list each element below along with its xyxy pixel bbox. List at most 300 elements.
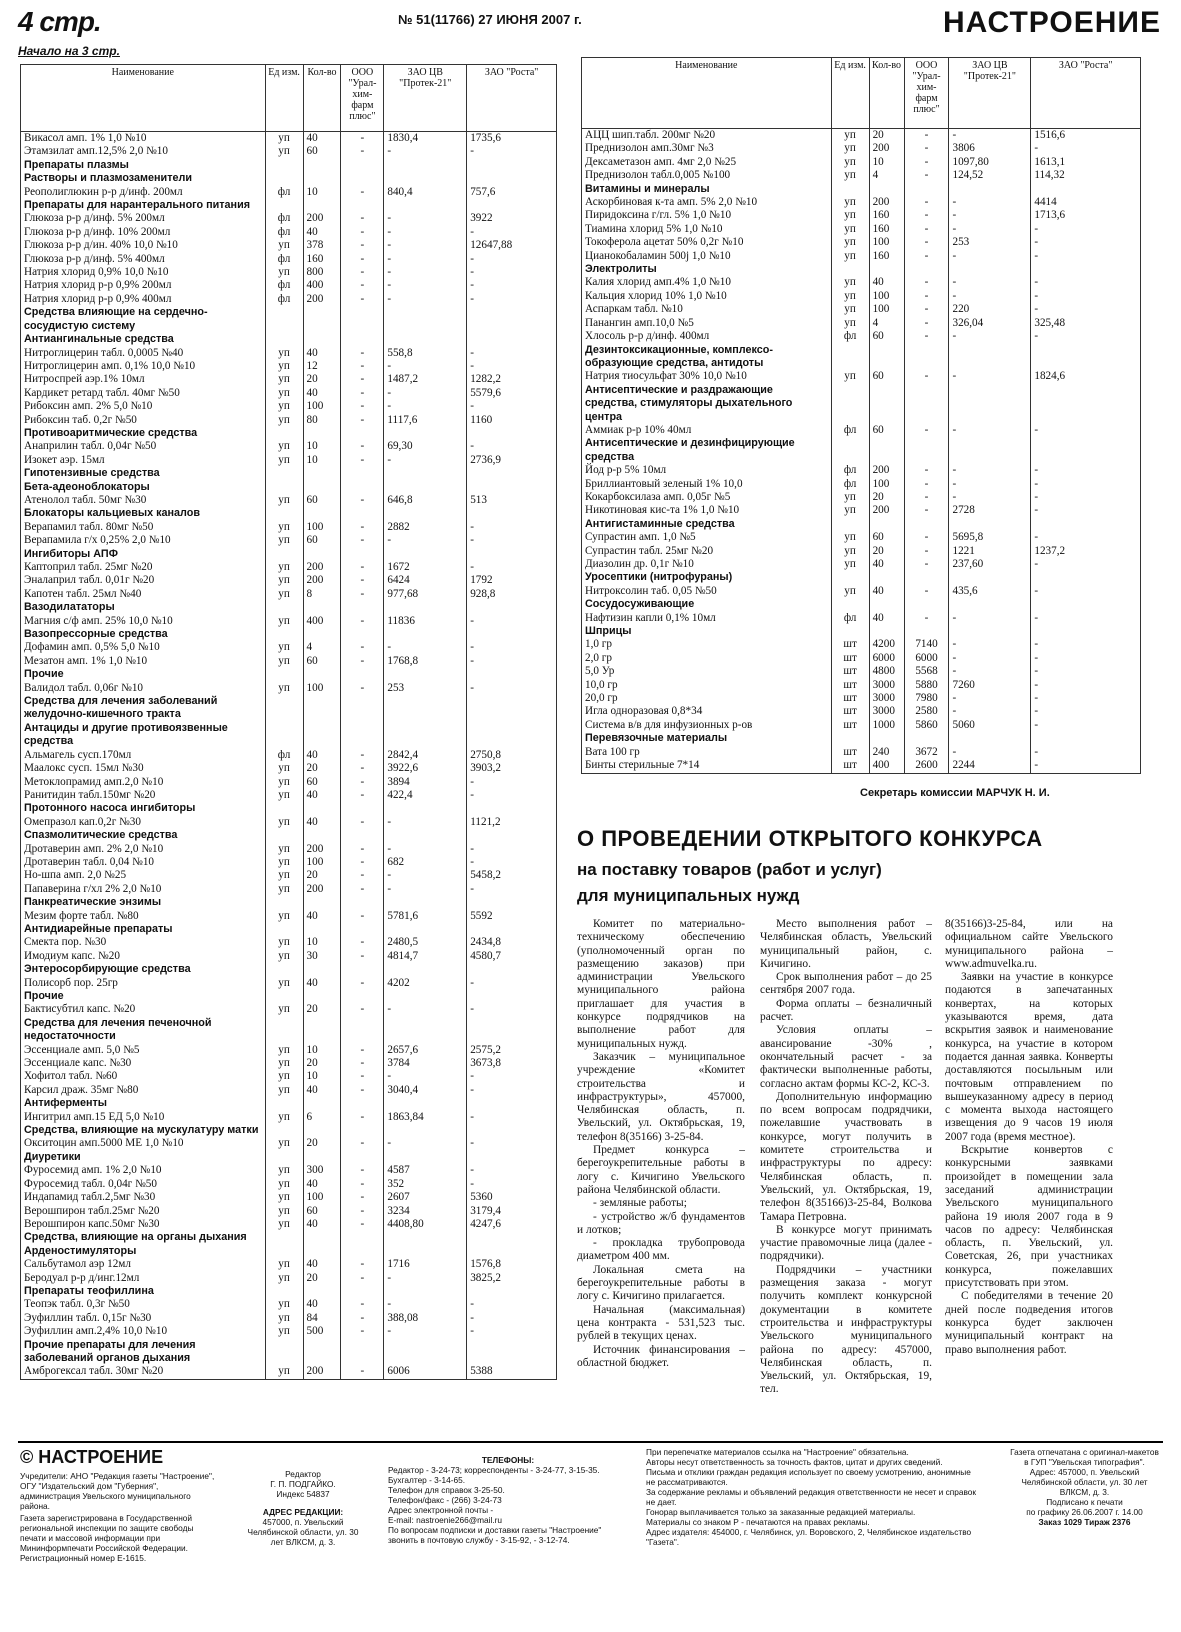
section-title: Препараты теофиллина <box>21 1285 266 1298</box>
unit: уп <box>831 276 869 289</box>
empty-cell <box>1031 732 1141 745</box>
unit: уп <box>265 910 303 923</box>
empty-cell <box>341 1017 384 1044</box>
table-row <box>21 212 557 225</box>
table-row <box>582 491 1141 504</box>
price-rosta: 2575,2 <box>467 1044 557 1057</box>
unit: уп <box>265 816 303 829</box>
col-protek: ЗАО ЦВ "Протек-21" <box>384 65 467 132</box>
item-name: Глюкоза р-р д/инф. 5% 200мл <box>21 212 266 225</box>
unit: уп <box>265 561 303 574</box>
empty-cell <box>341 601 384 614</box>
unit: уп <box>265 977 303 990</box>
quantity: 20 <box>869 129 904 143</box>
price-protek: 11836 <box>384 615 467 628</box>
price-uralhim: - <box>341 682 384 695</box>
empty-cell <box>303 199 341 212</box>
article-paragraph: 8(35166)3-25-84, или на официальном сайте Увельского муниципального района – www.admuvelka.ru. <box>945 918 1113 970</box>
empty-cell <box>265 159 303 172</box>
editor-name: Г. П. ПОДГАЙКО. <box>270 1479 336 1489</box>
article-column-1 <box>577 918 745 1370</box>
quantity: 60 <box>303 494 341 507</box>
price-protek: - <box>949 276 1031 289</box>
quantity: 40 <box>303 226 341 239</box>
price-protek: - <box>384 1137 467 1150</box>
quantity: 200 <box>303 212 341 225</box>
col-uralhim: ООО "Урал-хим-фарм плюс" <box>904 58 949 129</box>
empty-cell <box>467 1124 557 1137</box>
price-uralhim: - <box>904 317 949 330</box>
empty-cell <box>384 802 467 815</box>
quantity: 200 <box>869 142 904 155</box>
section-title: Панкреатические энзимы <box>21 896 266 909</box>
item-name: Эуфиллин амп.2,4% 10,0 №10 <box>21 1325 266 1338</box>
unit: уп <box>265 1057 303 1070</box>
price-rosta: - <box>467 615 557 628</box>
empty-cell <box>869 437 904 464</box>
unit: уп <box>265 588 303 601</box>
table-row <box>21 454 557 467</box>
quantity: 3000 <box>869 679 904 692</box>
price-rosta: 1824,6 <box>1031 370 1141 383</box>
empty-cell <box>303 923 341 936</box>
price-rosta: - <box>467 1084 557 1097</box>
price-uralhim: - <box>341 253 384 266</box>
section-title: Средства для лечения заболеваний желудочно-кишечного тракта <box>21 695 266 722</box>
empty-cell <box>265 695 303 722</box>
item-name: Вата 100 гр <box>582 746 832 759</box>
price-protek: - <box>384 145 467 158</box>
price-uralhim: - <box>341 414 384 427</box>
price-protek: 646,8 <box>384 494 467 507</box>
note-line: Письма и отклики граждан редакция использует по своему усмотрению, анонимные не рассматриваются. <box>646 1467 971 1487</box>
empty-cell <box>949 183 1031 196</box>
price-protek: - <box>384 1003 467 1016</box>
unit: уп <box>265 347 303 360</box>
price-rosta: - <box>467 856 557 869</box>
price-uralhim: - <box>341 1084 384 1097</box>
empty-cell <box>467 896 557 909</box>
price-uralhim: - <box>341 883 384 896</box>
empty-cell <box>384 481 467 494</box>
empty-cell <box>831 183 869 196</box>
price-uralhim: - <box>904 504 949 517</box>
phone-line: Редактор - 3-24-73; корреспонденты - 3-24-77, 3-15-35. <box>388 1465 600 1475</box>
section-title: Вазопрессорные средства <box>21 628 266 641</box>
price-rosta: - <box>467 347 557 360</box>
section-row <box>21 1097 557 1110</box>
item-name: Натрия тиосульфат 30% 10,0 №10 <box>582 370 832 383</box>
quantity: 500 <box>303 1325 341 1338</box>
price-protek: 422,4 <box>384 789 467 802</box>
quantity: 40 <box>303 749 341 762</box>
item-name: Сальбутамол аэр 12мл <box>21 1258 266 1271</box>
price-rosta: - <box>467 226 557 239</box>
unit: уп <box>831 504 869 517</box>
table-row <box>21 749 557 762</box>
price-protek: 4587 <box>384 1164 467 1177</box>
quantity: 12 <box>303 360 341 373</box>
empty-cell <box>384 601 467 614</box>
price-rosta: 5360 <box>467 1191 557 1204</box>
quantity: 300 <box>303 1164 341 1177</box>
price-protek: - <box>384 816 467 829</box>
item-name: АЦЦ шип.табл. 200мг №20 <box>582 129 832 143</box>
empty-cell <box>384 963 467 976</box>
table-row <box>582 478 1141 491</box>
empty-cell <box>904 571 949 584</box>
price-protek: - <box>384 266 467 279</box>
item-name: Реополиглюкин р-р д/инф. 200мл <box>21 186 266 199</box>
table-header <box>21 65 557 132</box>
price-uralhim: - <box>341 132 384 146</box>
quantity: 40 <box>303 387 341 400</box>
table-row <box>21 1003 557 1016</box>
section-row <box>21 1245 557 1258</box>
print-line: Адрес: 457000, п. Увельский Челябинской области, ул. 30 лет ВЛКСМ, д. 3. <box>1021 1467 1148 1497</box>
price-protek: - <box>384 641 467 654</box>
section-row <box>21 1285 557 1298</box>
price-protek: - <box>949 692 1031 705</box>
empty-cell <box>949 518 1031 531</box>
table-row <box>21 588 557 601</box>
empty-cell <box>467 668 557 681</box>
item-name: Эссенциале капс. №30 <box>21 1057 266 1070</box>
price-rosta: 4247,6 <box>467 1218 557 1231</box>
empty-cell <box>831 344 869 371</box>
price-protek: - <box>384 454 467 467</box>
empty-cell <box>384 1285 467 1298</box>
editorial-address: 457000, п. Увельский Челябинской области, ул. 30 лет ВЛКСМ, д. 3. <box>247 1517 359 1547</box>
col-unit: Ед изм. <box>265 65 303 132</box>
empty-cell <box>265 1285 303 1298</box>
quantity: 10 <box>869 156 904 169</box>
item-name: Преднизолон амп.30мг №3 <box>582 142 832 155</box>
price-rosta: - <box>467 789 557 802</box>
quantity: 160 <box>869 209 904 222</box>
unit: уп <box>265 1365 303 1379</box>
section-title: Антациды и другие противоязвенные средства <box>21 722 266 749</box>
price-uralhim: - <box>904 209 949 222</box>
registration-text: Газета зарегистрирована в Государственной региональной инспекции по защите свободы печати и массовой информации при Мининформпечати Российской Федерации. Регистрационный номер Е-1615. <box>20 1513 194 1563</box>
empty-cell <box>265 1245 303 1258</box>
unit: уп <box>831 223 869 236</box>
table-row <box>21 762 557 775</box>
unit: уп <box>831 290 869 303</box>
quantity: 160 <box>303 253 341 266</box>
table-row <box>21 1298 557 1311</box>
price-rosta: 5579,6 <box>467 387 557 400</box>
empty-cell <box>303 695 341 722</box>
empty-cell <box>265 1151 303 1164</box>
section-row <box>21 923 557 936</box>
empty-cell <box>467 923 557 936</box>
price-uralhim: 5568 <box>904 665 949 678</box>
unit: уп <box>265 789 303 802</box>
price-rosta: - <box>1031 585 1141 598</box>
quantity: 60 <box>303 776 341 789</box>
price-rosta: - <box>1031 652 1141 665</box>
item-name: Атенолол табл. 50мг №30 <box>21 494 266 507</box>
article-subtitle: на поставку товаров (работ и услуг) <box>577 860 882 879</box>
price-uralhim: - <box>341 1111 384 1124</box>
quantity: 40 <box>303 1084 341 1097</box>
price-rosta: - <box>1031 276 1141 289</box>
section-title: Противоаритмические средства <box>21 427 266 440</box>
price-protek: - <box>949 370 1031 383</box>
empty-cell <box>341 1245 384 1258</box>
empty-cell <box>384 306 467 333</box>
unit: уп <box>265 1325 303 1338</box>
table-row <box>582 276 1141 289</box>
price-protek: - <box>949 665 1031 678</box>
price-rosta: 757,6 <box>467 186 557 199</box>
unit: уп <box>831 236 869 249</box>
price-rosta: 1121,2 <box>467 816 557 829</box>
item-name: Карсил драж. 35мг №80 <box>21 1084 266 1097</box>
price-uralhim: - <box>341 226 384 239</box>
item-name: Верапамил табл. 80мг №50 <box>21 521 266 534</box>
empty-cell <box>949 571 1031 584</box>
price-uralhim: - <box>341 936 384 949</box>
empty-cell <box>384 1339 467 1366</box>
article-paragraph: Источник финансирования – областной бюджет. <box>577 1343 745 1369</box>
quantity: 40 <box>303 816 341 829</box>
empty-cell <box>467 548 557 561</box>
print-line: Заказ 1029 Тираж 2376 <box>1038 1517 1131 1527</box>
empty-cell <box>467 199 557 212</box>
note-line: За содержание рекламы и объявлений редакция ответственности не несет и справок не дает. <box>646 1487 977 1507</box>
section-title: Средства для лечения печеночной недостаточности <box>21 1017 266 1044</box>
quantity: 60 <box>303 1205 341 1218</box>
empty-cell <box>869 518 904 531</box>
empty-cell <box>467 1151 557 1164</box>
unit: уп <box>265 132 303 146</box>
quantity: 60 <box>303 145 341 158</box>
col-qty: Кол-во <box>869 58 904 129</box>
price-rosta: 1613,1 <box>1031 156 1141 169</box>
price-protek: - <box>949 491 1031 504</box>
empty-cell <box>384 333 467 346</box>
quantity: 20 <box>303 1003 341 1016</box>
price-uralhim: - <box>904 169 949 182</box>
price-uralhim: 6000 <box>904 652 949 665</box>
quantity: 200 <box>303 843 341 856</box>
section-row <box>21 306 557 333</box>
price-uralhim: - <box>904 142 949 155</box>
table-row <box>21 1365 557 1379</box>
unit: фл <box>265 226 303 239</box>
empty-cell <box>1031 598 1141 611</box>
price-rosta: 1237,2 <box>1031 545 1141 558</box>
section-title: Средства, влияющие на органы дыхания <box>21 1231 266 1244</box>
quantity: 20 <box>303 1272 341 1285</box>
price-uralhim: - <box>341 749 384 762</box>
note-line: Адрес издателя: 454000, г. Челябинск, ул. Воровского, 2, Челябинское издательство "Газета". <box>646 1527 972 1547</box>
item-name: Каптоприл табл. 25мг №20 <box>21 561 266 574</box>
unit: шт <box>831 692 869 705</box>
quantity: 20 <box>869 491 904 504</box>
table-row <box>21 1164 557 1177</box>
empty-cell <box>341 507 384 520</box>
section-row <box>21 1017 557 1044</box>
item-name: Рибоксин таб. 0,2г №50 <box>21 414 266 427</box>
empty-cell <box>384 1097 467 1110</box>
empty-cell <box>341 427 384 440</box>
price-protek: - <box>384 843 467 856</box>
unit: уп <box>831 303 869 316</box>
table-row <box>582 169 1141 182</box>
col-name: Наименование <box>582 58 832 129</box>
empty-cell <box>831 263 869 276</box>
unit: уп <box>265 239 303 252</box>
section-title: Протонного насоса ингибиторы <box>21 802 266 815</box>
empty-cell <box>904 384 949 424</box>
article-paragraph: Место выполнения работ – Челябинская область, Увельский муниципальный район, с. Кичигино. <box>760 918 932 970</box>
table-row <box>21 1258 557 1271</box>
unit: уп <box>265 414 303 427</box>
item-name: Валидол табл. 0,06г №10 <box>21 682 266 695</box>
table-row <box>582 464 1141 477</box>
empty-cell <box>467 159 557 172</box>
empty-cell <box>303 1245 341 1258</box>
price-rosta: - <box>1031 504 1141 517</box>
table-row <box>582 531 1141 544</box>
empty-cell <box>341 990 384 1003</box>
price-uralhim: 5880 <box>904 679 949 692</box>
price-rosta: 4580,7 <box>467 950 557 963</box>
article-column-3 <box>945 918 1113 1357</box>
empty-cell <box>303 1124 341 1137</box>
quantity: 100 <box>869 303 904 316</box>
section-row <box>21 802 557 815</box>
price-rosta: - <box>467 1312 557 1325</box>
item-name: Глюкоза р-р д/ин. 40% 10,0 №10 <box>21 239 266 252</box>
table-row <box>21 226 557 239</box>
section-title: Шприцы <box>582 625 832 638</box>
table-row <box>21 856 557 869</box>
empty-cell <box>384 923 467 936</box>
item-name: Дротаверин амп. 2% 2,0 №10 <box>21 843 266 856</box>
unit: уп <box>265 266 303 279</box>
quantity: 100 <box>869 478 904 491</box>
item-name: Анаприлин табл. 0,04г №50 <box>21 440 266 453</box>
table-row <box>21 936 557 949</box>
quantity: 40 <box>869 612 904 625</box>
price-protek: - <box>949 129 1031 143</box>
col-uralhim: ООО "Урал-хим-фарм плюс" <box>341 65 384 132</box>
section-row <box>21 628 557 641</box>
phone-line: Телефон/факс - (266) 3-24-73 <box>388 1495 502 1505</box>
price-protek: - <box>949 196 1031 209</box>
price-protek: - <box>384 1272 467 1285</box>
price-rosta: 5458,2 <box>467 869 557 882</box>
empty-cell <box>467 427 557 440</box>
table-row <box>21 843 557 856</box>
price-protek: - <box>384 387 467 400</box>
empty-cell <box>949 598 1031 611</box>
price-uralhim: - <box>341 615 384 628</box>
price-table-right <box>581 57 1141 774</box>
empty-cell <box>303 467 341 480</box>
price-protek: 3784 <box>384 1057 467 1070</box>
price-uralhim: - <box>341 1178 384 1191</box>
unit: уп <box>265 1218 303 1231</box>
unit: уп <box>831 545 869 558</box>
quantity: 30 <box>303 950 341 963</box>
price-protek: 2607 <box>384 1191 467 1204</box>
item-name: Беродуал р-р д/инг.12мл <box>21 1272 266 1285</box>
section-row <box>21 172 557 185</box>
col-unit: Ед изм. <box>831 58 869 129</box>
price-rosta: 3179,4 <box>467 1205 557 1218</box>
price-rosta: 5592 <box>467 910 557 923</box>
empty-cell <box>467 628 557 641</box>
price-uralhim: - <box>904 250 949 263</box>
empty-cell <box>341 1124 384 1137</box>
item-name: Ингитрил амп.15 ЕД 5,0 №10 <box>21 1111 266 1124</box>
table-row <box>582 303 1141 316</box>
price-table-left <box>20 64 557 1380</box>
price-rosta: - <box>467 253 557 266</box>
item-name: Аскорбиновая к-та амп. 5% 2,0 №10 <box>582 196 832 209</box>
section-title: Блокаторы кальциевых каналов <box>21 507 266 520</box>
table-row <box>21 1205 557 1218</box>
article-paragraph: Форма оплаты – безналичный расчет. <box>760 997 932 1024</box>
price-rosta: - <box>467 843 557 856</box>
item-name: Натрия хлорид р-р 0,9% 200мл <box>21 279 266 292</box>
table-row <box>582 223 1141 236</box>
empty-cell <box>1031 571 1141 584</box>
quantity: 3000 <box>869 705 904 718</box>
empty-cell <box>949 344 1031 371</box>
item-name: Индапамид табл.2,5мг №30 <box>21 1191 266 1204</box>
empty-cell <box>341 829 384 842</box>
section-row <box>21 1339 557 1366</box>
empty-cell <box>265 199 303 212</box>
price-protek: 3040,4 <box>384 1084 467 1097</box>
table-row <box>582 370 1141 383</box>
quantity: 40 <box>303 1298 341 1311</box>
article-paragraph: Локальная смета на берегоукрепительные работы в логу с. Кичигино прилагается. <box>577 1263 745 1303</box>
empty-cell <box>303 896 341 909</box>
table-row <box>21 132 557 146</box>
unit: фл <box>831 424 869 437</box>
unit: уп <box>265 869 303 882</box>
price-protek: 4202 <box>384 977 467 990</box>
quantity: 40 <box>303 977 341 990</box>
empty-cell <box>384 990 467 1003</box>
price-protek: 6006 <box>384 1365 467 1379</box>
empty-cell <box>265 548 303 561</box>
table-row <box>21 1218 557 1231</box>
quantity: 10 <box>303 186 341 199</box>
item-name: Йод р-р 5% 10мл <box>582 464 832 477</box>
table-row <box>582 250 1141 263</box>
price-rosta: - <box>1031 424 1141 437</box>
empty-cell <box>265 923 303 936</box>
table-row <box>582 504 1141 517</box>
editor-label: Редактор <box>285 1469 321 1479</box>
quantity: 60 <box>869 531 904 544</box>
price-uralhim: - <box>341 279 384 292</box>
unit: уп <box>265 762 303 775</box>
unit: уп <box>831 250 869 263</box>
quantity: 40 <box>869 585 904 598</box>
empty-cell <box>265 829 303 842</box>
price-protek: 253 <box>384 682 467 695</box>
price-rosta: - <box>1031 558 1141 571</box>
